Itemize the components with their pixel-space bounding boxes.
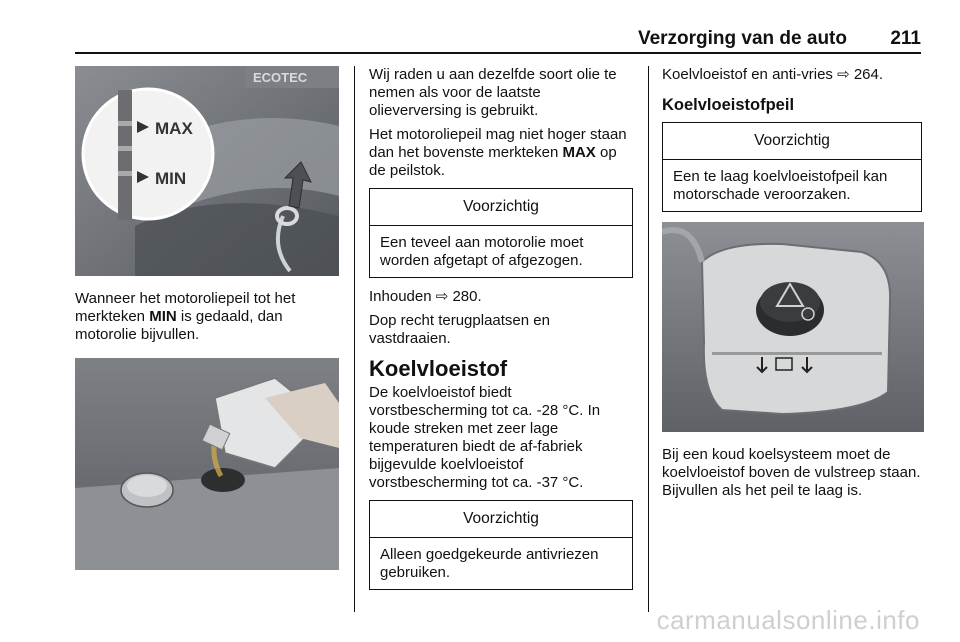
- page-number: 211: [890, 28, 921, 49]
- ecotec-brand-text: ECOTEC: [253, 70, 308, 85]
- section-heading-coolant: Koelvloeistof: [369, 356, 508, 381]
- column-3: [662, 66, 922, 506]
- watermark: carmanualsonline.info: [656, 605, 920, 635]
- caution-body: Een teveel aan motorolie moet worden afgetapt of afgezogen.: [380, 234, 584, 269]
- caution-title: Voorzichtig: [370, 189, 632, 226]
- paragraph-min-level: Wanneer het motoroliepeil tot het merkteken MIN is gedaald, dan motorolie bijvullen.: [75, 290, 296, 343]
- subheading-coolant-level: Koelvloeistofpeil: [662, 96, 795, 114]
- column-divider-1: [354, 66, 355, 612]
- column-divider-2: [648, 66, 649, 612]
- header-rule: [75, 52, 921, 54]
- filler-opening: [201, 468, 245, 492]
- max-label: MAX: [155, 119, 193, 138]
- column-1: [75, 66, 339, 570]
- coolant-tank-illustration: [662, 222, 924, 432]
- paragraph-cold-system: Bij een koud koelsysteem moet de koelvloeistof boven de vulstreep staan. Bijvullen als het peil te laag is.: [662, 446, 921, 499]
- caution-body: Alleen goedgekeurde antivriezen gebruiken.: [380, 546, 599, 581]
- caution-box-coolant-level: [662, 122, 922, 212]
- reference-capacities: Inhouden ⇨ 280.: [369, 288, 482, 305]
- paragraph-max-level: Het motoroliepeil mag niet hoger staan dan het bovenste merkteken MAX op de peilstok.: [369, 126, 627, 179]
- paragraph-cap: Dop recht terugplaatsen en vastdraaien.: [369, 312, 550, 347]
- caution-title: Voorzichtig: [370, 501, 632, 538]
- dipstick-figure: [75, 66, 339, 276]
- caution-title: Voorzichtig: [663, 123, 921, 160]
- caution-body: Een te laag koelvloeistofpeil kan motorschade veroorzaken.: [673, 168, 888, 203]
- zoom-circle: [83, 89, 213, 219]
- column-2: [369, 66, 633, 600]
- reference-coolant-antifreeze: Koelvloeistof en anti-vries ⇨ 264.: [662, 66, 884, 83]
- caution-box-oil: [369, 188, 633, 278]
- paragraph-frost-protection: De koelvloeistof biedt vorstbescherming tot ca. -28 °C. In koude streken met zeer lage temperaturen biedt de af-fabriek bijgevulde koelvloeistof vorstbescherming tot ca. -37 °C.: [369, 384, 601, 491]
- paragraph-same-oil: Wij raden u aan dezelfde soort olie te nemen als voor de laatste olieverversing is gebruikt.: [369, 66, 617, 119]
- dipstick-illustration: [75, 66, 339, 276]
- page-title: Verzorging van de auto: [637, 28, 847, 49]
- oil-fill-illustration: [75, 358, 339, 570]
- coolant-tank-figure: [662, 222, 924, 432]
- page-header: [75, 24, 921, 52]
- oil-fill-figure: [75, 358, 339, 570]
- caution-box-antifreeze: [369, 500, 633, 590]
- min-label: MIN: [155, 169, 187, 188]
